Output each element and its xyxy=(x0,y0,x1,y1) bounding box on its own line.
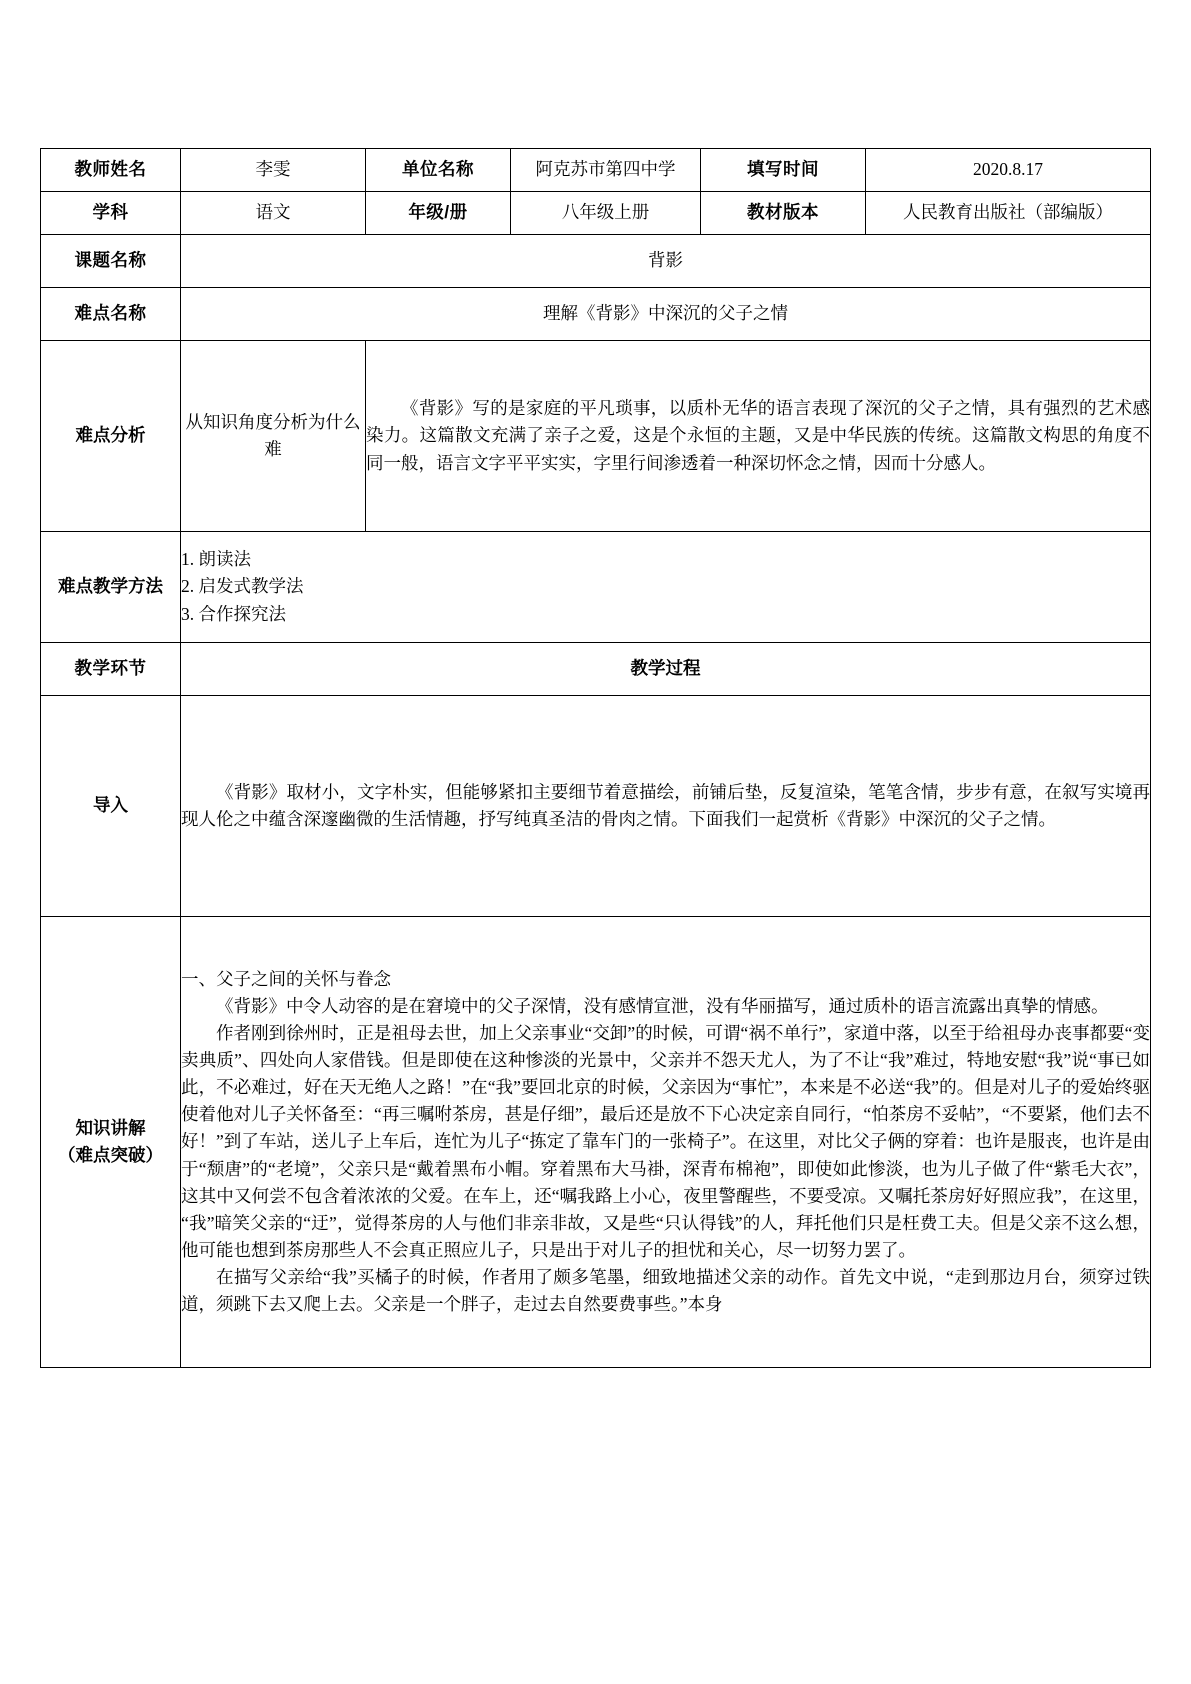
label-grade-volume: 年级/册 xyxy=(366,192,511,235)
list-teaching-methods xyxy=(181,532,1151,643)
label-introduction: 导入 xyxy=(41,696,181,917)
table-row-teacher-info xyxy=(41,149,1151,192)
value-grade-volume: 八年级上册 xyxy=(511,192,701,235)
text-knowledge-explanation xyxy=(181,917,1151,1368)
value-fill-date: 2020.8.17 xyxy=(866,149,1151,192)
table-row-difficulty-analysis xyxy=(41,341,1151,532)
value-unit-name: 阿克苏市第四中学 xyxy=(511,149,701,192)
label-topic-name: 课题名称 xyxy=(41,235,181,288)
table-row-introduction xyxy=(41,696,1151,917)
table-row-subject-info xyxy=(41,192,1151,235)
label-knowledge-explanation xyxy=(41,917,181,1368)
table-row-teaching-methods xyxy=(41,532,1151,643)
paragraph-knowledge-1: 《背影》中令人动容的是在窘境中的父子深情，没有感情宣泄，没有华丽描写，通过质朴的语言流露出真挚的情感。 xyxy=(216,995,1109,1016)
label-unit-name: 单位名称 xyxy=(366,149,511,192)
value-difficulty-name: 理解《背影》中深沉的父子之情 xyxy=(181,288,1151,341)
table-row-topic xyxy=(41,235,1151,288)
label-difficulty-analysis: 难点分析 xyxy=(41,341,181,532)
list-item-method-3: 3. 合作探究法 xyxy=(181,603,286,624)
label-fill-date: 填写时间 xyxy=(701,149,866,192)
paragraph-difficulty-analysis: 《背影》写的是家庭的平凡琐事，以质朴无华的语言表现了深沉的父子之情，具有强烈的艺术感染力。这篇散文充满了亲子之爱，这是个永恒的主题，又是中华民族的传统。这篇散文构思的角度不同一般，语言文字平平实实，字里行间渗透着一种深切怀念之情，因而十分感人。 xyxy=(366,398,1150,473)
list-item-method-2: 2. 启发式教学法 xyxy=(181,576,304,597)
value-teacher-name: 李雯 xyxy=(181,149,366,192)
text-difficulty-analysis xyxy=(366,341,1151,532)
lesson-plan-table xyxy=(40,148,1151,1368)
text-introduction xyxy=(181,696,1151,917)
label-knowledge-explanation-line1: 知识讲解 xyxy=(75,1117,146,1138)
table-row-knowledge-explanation xyxy=(41,917,1151,1368)
list-item-method-1: 1. 朗读法 xyxy=(181,549,251,570)
value-textbook-version: 人民教育出版社（部编版） xyxy=(866,192,1151,235)
paragraph-knowledge-3: 在描写父亲给“我”买橘子的时候，作者用了颇多笔墨，细致地描述父亲的动作。首先文中说，“走到那边月台，须穿过铁道，须跳下去又爬上去。父亲是一个胖子，走过去自然要费事些。”本身 xyxy=(181,1267,1150,1315)
label-textbook-version: 教材版本 xyxy=(701,192,866,235)
table-row-process-header xyxy=(41,643,1151,696)
label-teaching-stage: 教学环节 xyxy=(41,643,181,696)
table-row-difficulty-name xyxy=(41,288,1151,341)
value-subject: 语文 xyxy=(181,192,366,235)
sublabel-knowledge-angle: 从知识角度分析为什么难 xyxy=(181,341,366,532)
paragraph-knowledge-2: 作者刚到徐州时，正是祖母去世，加上父亲事业“交卸”的时候，可谓“祸不单行”，家道中落，以至于给祖母办丧事都要“变卖典质”、四处向人家借钱。但是即使在这种惨淡的光景中，父亲并不怨天尤人，为了不让“我”难过，特地安慰“我”说“事已如此，不必难过，好在天无绝人之路！”在“我”要回北京的时候，父亲因为“事忙”，本来是不必送“我”的。但是对儿子的爱始终驱使着他对儿子关怀备至：“再三嘱咐茶房，甚是仔细”，最后还是放不下心决定亲自同行，“怕茶房不妥帖”，“不要紧，他们去不好！”到了车站，送儿子上车后，连忙为儿子“拣定了靠车门的一张椅子”。在这里，对比父子俩的穿着：也许是服丧，也许是由于“颓唐”的“老境”，父亲只是“戴着黑布小帽。穿着黑布大马褂，深青布棉袍”，即使如此惨淡，也为儿子做了件“紫毛大衣”，这其中又何尝不包含着浓浓的父爱。在车上，还“嘱我路上小心，夜里警醒些，不要受凉。又嘱托茶房好好照应我”，在这里，“我”暗笑父亲的“迂”，觉得茶房的人与他们非亲非故，又是些“只认得钱”的人，拜托他们只是枉费工夫。但是父亲不这么想，他可能也想到茶房那些人不会真正照应儿子，只是出于对儿子的担忧和关心，尽一切努力罢了。 xyxy=(181,1022,1150,1260)
heading-section-one: 一、父子之间的关怀与眷念 xyxy=(181,968,391,989)
value-topic-name: 背影 xyxy=(181,235,1151,288)
label-knowledge-explanation-line2: （难点突破） xyxy=(58,1145,163,1165)
label-teaching-methods: 难点教学方法 xyxy=(41,532,181,643)
paragraph-introduction: 《背影》取材小，文字朴实，但能够紧扣主要细节着意描绘，前铺后垫，反复渲染，笔笔含情，步步有意，在叙写实境再现人伦之中蕴含深邃幽微的生活情趣，抒写纯真圣洁的骨肉之情。下面我们一起赏析《背影》中深沉的父子之情。 xyxy=(181,781,1150,829)
label-subject: 学科 xyxy=(41,192,181,235)
label-difficulty-name: 难点名称 xyxy=(41,288,181,341)
label-teacher-name: 教师姓名 xyxy=(41,149,181,192)
label-teaching-process: 教学过程 xyxy=(181,643,1151,696)
